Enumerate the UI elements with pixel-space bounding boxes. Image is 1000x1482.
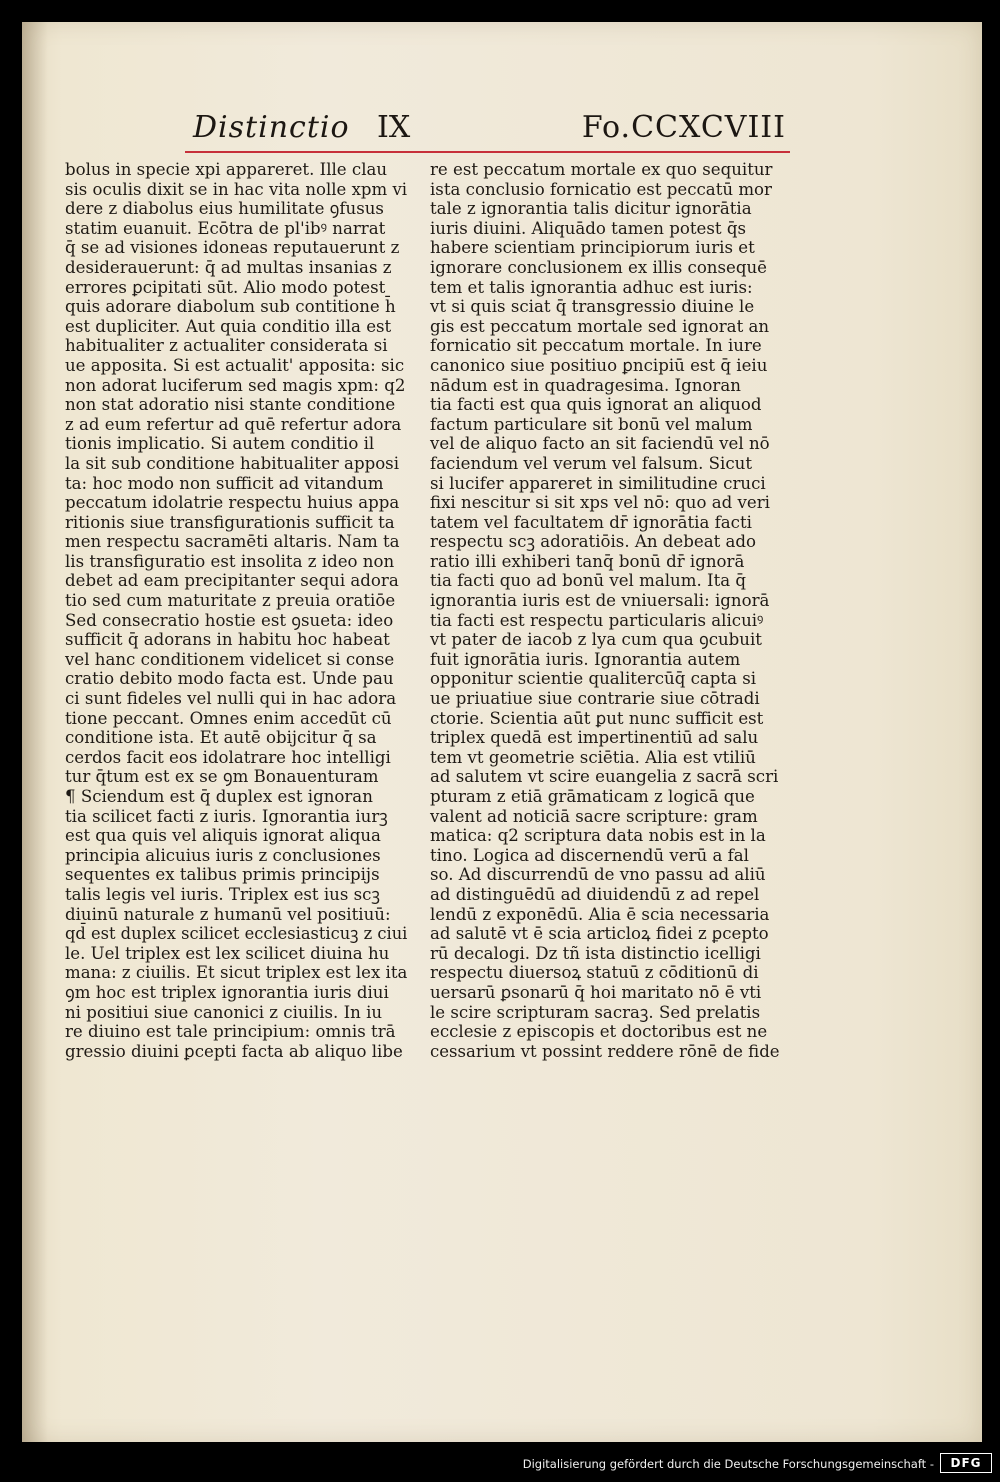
text-line: tio sed cum maturitate z preuia oratiōe bbox=[65, 591, 396, 611]
page-header bbox=[185, 108, 790, 154]
text-line: non stat adoratio nisi stante conditione bbox=[65, 395, 396, 415]
text-line: sequentes ex talibus primis principijs bbox=[65, 865, 380, 885]
text-line: peccatum idolatrie respectu huius appa bbox=[65, 493, 400, 513]
text-line: faciendum vel verum vel falsum. Sicut bbox=[430, 453, 752, 473]
text-line: rū decalogi. Dz tñ ista distinctio icelligi bbox=[430, 943, 761, 963]
text-line: habitualiter z actualiter considerata si bbox=[65, 336, 388, 356]
text-line: est qua quis vel aliquis ignorat aliqua bbox=[65, 826, 381, 846]
running-title: Distinctio bbox=[193, 110, 350, 145]
text-line: tia facti est respectu particularis alicuiꝰ bbox=[430, 610, 764, 630]
text-line: gis est peccatum mortale sed ignorat an bbox=[430, 316, 770, 336]
text-line: tia facti est qua quis ignorat an aliquod bbox=[430, 395, 762, 415]
text-line: vt pater de iacob z lya cum qua ꝯcubuit bbox=[430, 630, 762, 650]
text-line: q̄ se ad visiones idoneas reputauerunt z bbox=[65, 238, 400, 258]
text-line: diuinū naturale z humanū vel positiuū: bbox=[65, 904, 391, 924]
chapter-number: IX bbox=[377, 110, 411, 145]
text-line: z ad eum refertur ad quē refertur adora bbox=[65, 414, 402, 434]
text-line: vt si quis sciat q̄ transgressio diuine le bbox=[430, 297, 755, 317]
text-line: desiderauerunt: q̄ ad multas insanias z bbox=[65, 257, 392, 277]
text-line: valent ad noticiā sacre scripture: gram bbox=[430, 806, 758, 826]
text-line: pturam z etiā grāmaticam z logicā que bbox=[430, 787, 755, 806]
text-line: la sit sub conditione habitualiter apposi bbox=[65, 453, 400, 473]
text-line: ista conclusio fornicatio est peccatū mor bbox=[430, 179, 772, 199]
rubric-rule bbox=[185, 151, 790, 153]
text-column-left bbox=[65, 160, 407, 1061]
text-line: conditione ista. Et autē obijcitur q̄ sa bbox=[65, 728, 377, 748]
text-line: ue priuatiue siue contrarie siue cōtradi bbox=[430, 689, 760, 709]
text-line: ¶ Sciendum est q̄ duplex est ignoran bbox=[65, 787, 373, 806]
text-line: ta: hoc modo non sufficit ad vitandum bbox=[65, 473, 384, 493]
text-line: debet ad eam precipitanter sequi adora bbox=[65, 571, 399, 591]
text-line: canonico siue positiuo ꝑncipiū est q̄ ieiu bbox=[430, 355, 768, 375]
text-line: sis oculis dixit se in hac vita nolle xpm vi bbox=[65, 179, 408, 199]
text-line: respectu diuersoꝝ statuū z cōditionū di bbox=[430, 963, 759, 983]
text-line: ratio illi exhiberi tanq̄ bonū dr̄ ignorā bbox=[430, 551, 745, 571]
text-line: uersarū ꝑsonarū q̄ hoi maritato nō ē vti bbox=[430, 982, 762, 1002]
text-line: errores ꝑcipitati sūt. Alio modo potest bbox=[65, 277, 386, 297]
text-line: fuit ignorātia iuris. Ignorantia autem bbox=[430, 649, 741, 669]
text-line: ad distinguēdū ad diuidendū z ad repel bbox=[430, 884, 760, 904]
text-line: re est peccatum mortale ex quo sequitur bbox=[430, 160, 773, 179]
text-line: tione peccant. Omnes enim accedūt cū bbox=[65, 708, 392, 728]
text-line: iuris diuini. Aliquādo tamen potest q̄s bbox=[430, 218, 746, 238]
text-line: tem vt geometrie sciētia. Alia est vtiliū bbox=[430, 747, 756, 767]
text-line: ad salutem vt scire euangelia z sacrā scri bbox=[430, 767, 779, 787]
text-line: tur q̄tum est ex se ꝯm Bonauenturam bbox=[65, 767, 379, 787]
text-line: sufficit q̄ adorans in habitu hoc habeat bbox=[65, 630, 390, 650]
text-line: lendū z exponēdū. Alia ē scia necessaria bbox=[430, 904, 770, 924]
text-line: tatem vel facultatem dr̄ ignorātia facti bbox=[430, 512, 752, 532]
text-line: opponitur scientie qualitercūq̄ capta si bbox=[430, 669, 757, 689]
text-line: cerdos facit eos idolatrare hoc intelligi bbox=[65, 747, 391, 767]
text-line: tia scilicet facti z iuris. Ignorantia iurꝫ bbox=[65, 806, 388, 826]
text-line: tale z ignorantia talis dicitur ignorātia bbox=[430, 199, 752, 219]
text-line: habere scientiam principiorum iuris et bbox=[430, 238, 755, 258]
text-line: men respectu sacramēti altaris. Nam ta bbox=[65, 532, 400, 552]
text-line: fornicatio sit peccatum mortale. In iure bbox=[430, 336, 762, 356]
text-line: ci sunt fideles vel nulli qui in hac adora bbox=[65, 689, 397, 709]
text-line: le. Uel triplex est lex scilicet diuina hu bbox=[65, 943, 390, 963]
text-line: quis adorare diabolum sub contitione h̄ bbox=[65, 297, 396, 317]
text-line: non adorat luciferum sed magis xpm: q2 bbox=[65, 375, 406, 395]
text-line: si lucifer appareret in similitudine cruci bbox=[430, 473, 766, 493]
text-line: cratio debito modo facta est. Unde pau bbox=[65, 669, 394, 689]
text-line: ignorare conclusionem ex illis consequē bbox=[430, 257, 767, 277]
text-line: mana: z ciuilis. Et sicut triplex est lex ita bbox=[65, 963, 408, 983]
digitization-credit: Digitalisierung gefördert durch die Deutsche Forschungsgemeinschaft - bbox=[522, 1457, 934, 1471]
text-line: Sed consecratio hostie est ꝯsueta: ideo bbox=[65, 610, 394, 630]
text-line: tionis implicatio. Si autem conditio il bbox=[65, 434, 375, 454]
text-line: ad salutē vt ē scia articloꝝ fidei z ꝑcepto bbox=[430, 924, 769, 944]
text-line: factum particulare sit bonū vel malum bbox=[430, 414, 753, 434]
text-line: matica: q2 scriptura data nobis est in la bbox=[430, 826, 766, 846]
text-line: respectu scꝫ adoratiōis. An debeat ado bbox=[430, 532, 757, 552]
text-line: ritionis siue transfigurationis sufficit ta bbox=[65, 512, 395, 532]
text-line: lis transfiguratio est insolita z ideo non bbox=[65, 551, 395, 571]
text-line: gressio diuini ꝑcepti facta ab aliquo libe bbox=[65, 1041, 403, 1061]
text-line: triplex quedā est impertinentiū ad salu bbox=[430, 728, 759, 748]
text-line: qd̄ est duplex scilicet ecclesiasticuꝫ z ciui bbox=[65, 924, 408, 944]
text-line: so. Ad discurrendū de vno passu ad aliū bbox=[430, 865, 766, 885]
text-line: dere z diabolus eius humilitate ꝯfusus bbox=[65, 199, 384, 219]
text-line: tem et talis ignorantia adhuc est iuris: bbox=[430, 277, 753, 297]
text-line: ctorie. Scientia aūt ꝑut nunc sufficit est bbox=[430, 708, 764, 728]
text-column-right bbox=[430, 160, 780, 1061]
text-line: tino. Logica ad discernendū verū a fal bbox=[430, 845, 749, 865]
text-line: le scire scripturam sacraꝫ. Sed prelatis bbox=[430, 1002, 761, 1022]
text-line: principia alicuius iuris z conclusiones bbox=[65, 845, 381, 865]
text-line: est dupliciter. Aut quia conditio illa est bbox=[65, 316, 392, 336]
text-line: ignorantia iuris est de vniuersali: ignorā bbox=[430, 591, 770, 611]
text-line: ꝯm hoc est triplex ignorantia iuris diui bbox=[65, 982, 389, 1002]
text-line: cessarium vt possint reddere rōnē de fide bbox=[430, 1041, 780, 1061]
text-line: re diuino est tale principium: omnis trā bbox=[65, 1022, 396, 1042]
folio-number: Fo.CCXCVIII bbox=[581, 110, 786, 145]
gutter-shadow bbox=[22, 22, 48, 1442]
text-line: vel de aliquo facto an sit faciendū vel nō bbox=[430, 434, 770, 454]
text-line: ue apposita. Si est actualit' apposita: sic bbox=[65, 355, 405, 375]
text-line: tia facti quo ad bonū vel malum. Ita q̄ bbox=[430, 571, 747, 591]
text-line: ni positiui siue canonici z ciuilis. In iu bbox=[65, 1002, 383, 1022]
text-line: vel hanc conditionem videlicet si conse bbox=[65, 649, 395, 669]
text-line: nādum est in quadragesima. Ignoran bbox=[430, 375, 741, 395]
text-line: statim euanuit. Ecōtra de pl'ibꝰ narrat bbox=[65, 218, 386, 238]
text-line: ecclesie z episcopis et doctoribus est ne bbox=[430, 1022, 768, 1042]
text-line: bolus in specie xpi appareret. Ille clau bbox=[65, 160, 388, 179]
dfg-logo: DFG bbox=[940, 1453, 992, 1473]
text-line: fixi nescitur si sit xps vel nō: quo ad veri bbox=[430, 493, 770, 513]
text-line: talis legis vel iuris. Triplex est ius scꝫ bbox=[65, 884, 380, 904]
